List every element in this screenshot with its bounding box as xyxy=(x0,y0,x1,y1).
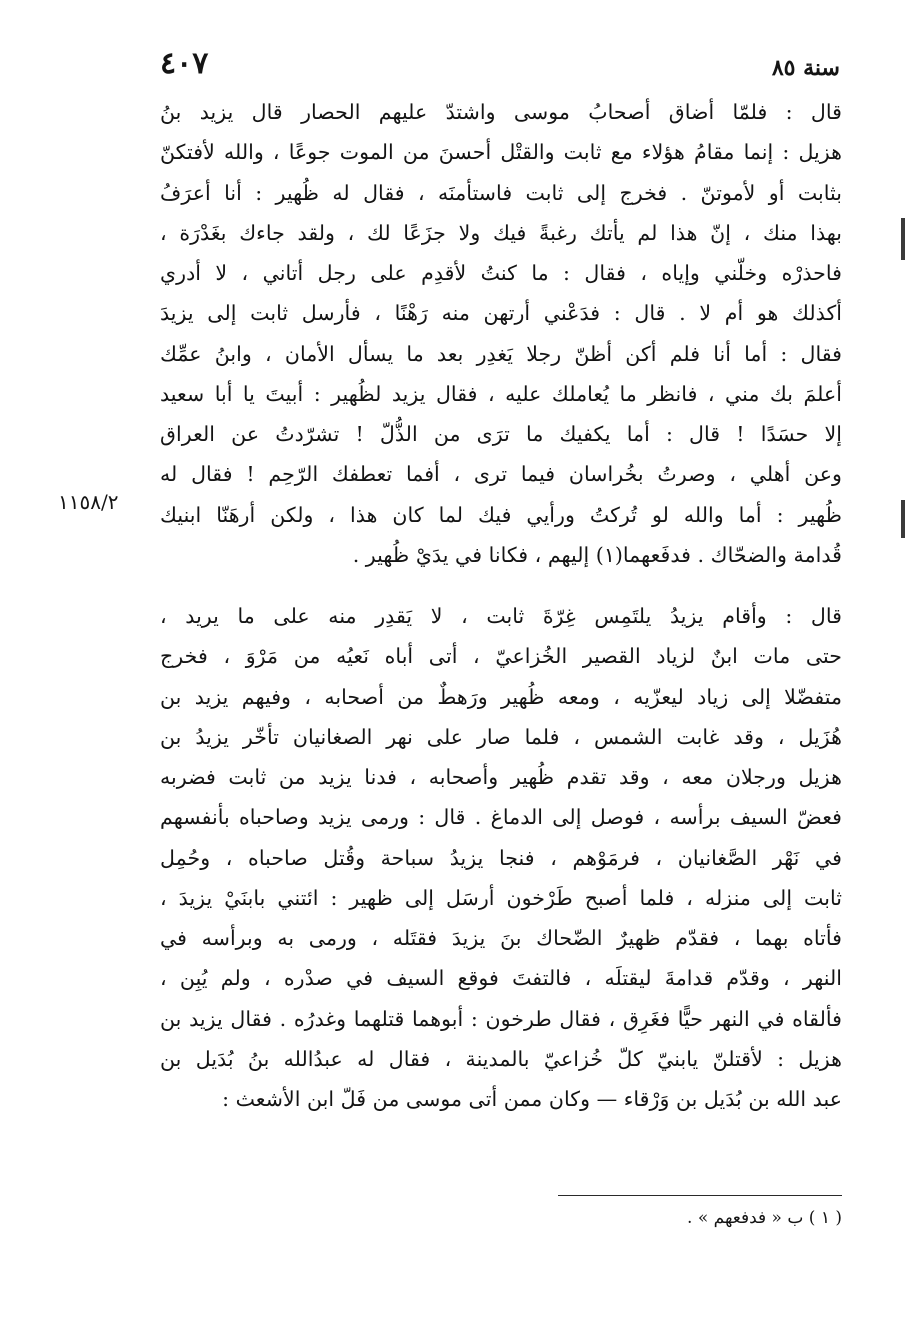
footnote-divider xyxy=(558,1195,842,1196)
marginal-page-reference: ١١٥٨/٢ xyxy=(58,490,119,514)
main-text xyxy=(160,92,842,1119)
text-line: فألقاه في النهر حيًّا فغَرِق ، فقال طرخون : أبوهما قتلهما وغدرُه . فقال يزيد بن xyxy=(160,1006,842,1031)
paragraph-2 xyxy=(160,596,842,1119)
text-line: هزيل : إنما مقامُ هؤلاء مع ثابت والقتْل أحسنَ من الموت جوعًا ، والله لأفتكنّ xyxy=(160,140,842,165)
text-line: هُزَيل ، وقد غابت الشمس ، فلما صار على نهر الصغانيان تأخّر يزيدُ بن xyxy=(160,724,842,749)
text-line: إلا حسَدًا ! قال : أما يكفيك ما ترَى من الذُّلّ ! تشرّدتُ عن العراق xyxy=(160,422,842,446)
paragraph-1 xyxy=(160,92,842,575)
paragraph-gap xyxy=(160,575,842,596)
text-line: أعلمَ بك مني ، فانظر ما يُعاملك عليه ، فقال يزيد لظُهير : أبيتَ يا أبا سعيد xyxy=(160,381,842,406)
text-line: في نَهْر الصَّغانيان ، فرمَوْهم ، فنجا يزيدُ سباحة وقُتل صاحباه ، وحُمِل xyxy=(160,845,842,870)
text-line: قُدامة والضحّاك . فدفَعهما(١) إليهم ، فكانا في يدَيْ ظُهير . xyxy=(352,542,842,567)
year-header: سنة ٨٥ xyxy=(771,55,840,81)
footnote: ( ١ ) ب « فدفعهم » . xyxy=(687,1208,842,1228)
text-line: هزيل : لأقتلنّ يابنيّ كلّ خُزاعيّ بالمدينة ، فقال له عبدُالله بنُ بُدَيل بن xyxy=(160,1046,842,1071)
text-line: عبد الله بن بُدَيل بن وَرْقاء — وكان ممن أتى موسى من فَلّ ابن الأشعث : xyxy=(222,1087,842,1111)
text-line: قال : فلمّا أضاق أصحابُ موسى واشتدّ عليهم الحصار قال يزيد بنُ xyxy=(160,100,842,124)
text-line: أكذلك هو أم لا . قال : فدَعْني أرتهن منه رَهْنًا ، فأرسل ثابت إلى يزيدَ xyxy=(160,301,842,326)
text-line: بهذا منك ، إنّ هذا لم يأتك رغبةً فيك ولا جزَعًا لك ، ولقد جاءك بغَدْرَة ، xyxy=(160,220,842,245)
text-line: متفضّلا إلى زياد ليعزّيه ، ومعه ظُهير ورَهطٌ من أصحابه ، وفيهم يزيد بن xyxy=(160,684,842,709)
text-line: قال : وأقام يزيدُ يلتَمِس غِرّةَ ثابت ، لا يَقدِر منه على ما يريد ، xyxy=(160,604,842,628)
page-edge-mark xyxy=(901,500,905,538)
page-edge-mark xyxy=(901,218,905,260)
text-line: ظُهير : أما والله لو تُركتُ ورأيي فيك لما كان هذا ، ولكن أرهَنّا ابنيك xyxy=(160,502,842,527)
text-line: ثابت إلى منزله ، فلما أصبح طَرْخون أرسَل إلى ظهير : ائتني بابنَيْ يزيدَ ، xyxy=(160,885,842,910)
text-line: هزيل ورجلان معه ، وقد تقدم ظُهير وأصحابه ، فدنا يزيد من ثابت فضربه xyxy=(160,765,842,789)
text-line: بثابت أو لأموتنّ . فخرج إلى ثابت فاستأمنَه ، فقال له ظُهير : أنا أعرَفُ xyxy=(160,180,842,205)
text-line: فاحذرْه وخلّني وإياه ، فقال : ما كنتُ لأقدِم على رجل أتاني ، لا أدري xyxy=(160,261,842,285)
text-line: فعضّ السيف برأسه ، فوصل إلى الدماغ . قال : ورمى يزيد وصاحباه بأنفسهم xyxy=(160,805,842,830)
text-line: النهر ، وقدّم قدامةَ ليقتلَه ، فالتفتَ فوقع السيف في صدْره ، ولم يُبِن ، xyxy=(160,966,842,991)
text-line: فقال : أما أنا فلم أكن أظنّ رجلا يَغدِر بعد ما يسأل الأمان ، وابنُ عمِّك xyxy=(160,341,842,366)
text-line: فأتاه بهما ، فقدّم ظهيرٌ الضّحاك بنَ يزيدَ فقتَله ، ورمى به وبرأسه في xyxy=(160,926,842,950)
text-line: وعن أهلي ، وصرتُ بخُراسان فيما ترى ، أفما تعطفك الرّحِم ! فقال له xyxy=(160,462,842,487)
page-number: ٤٠٧ xyxy=(160,46,209,81)
text-line: حتى مات ابنٌ لزياد القصير الخُزاعيّ ، أتى أباه نَعيُه من مَرْوَ ، فخرج xyxy=(160,644,842,669)
